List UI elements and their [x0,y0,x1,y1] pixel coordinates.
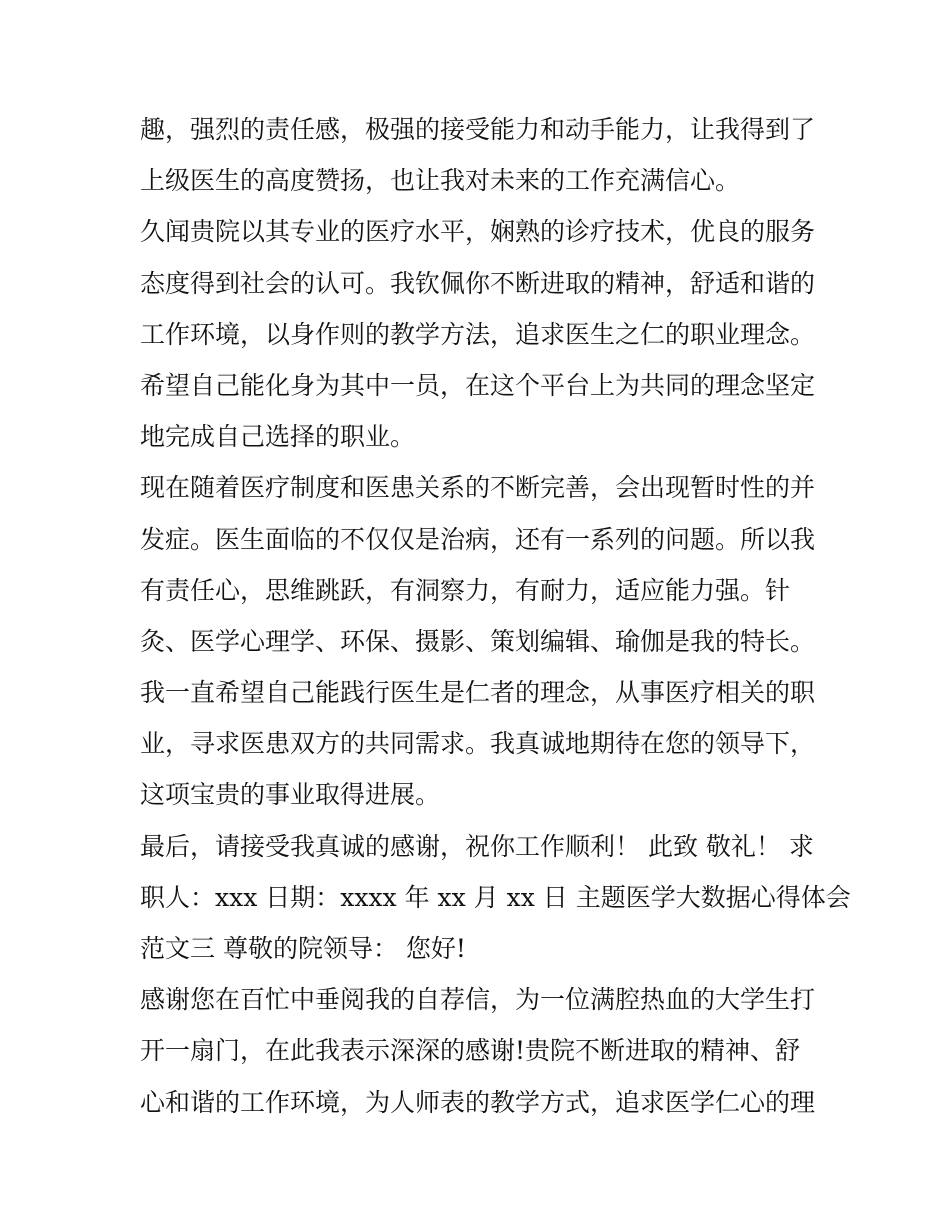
text-line: 职人：xxx 日期：xxxx 年 xx 月 xx 日 主题医学大数据心得体会 [140,882,851,912]
text-line: 灸、医学心理学、环保、摄影、策划编辑、瑜伽是我的特长。 [140,626,816,656]
text-line: 上级医生的高度赞扬，也让我对未来的工作充满信心。 [140,166,741,196]
text-line: 有责任心，思维跳跃，有洞察力，有耐力，适应能力强。针 [140,575,791,605]
text-line: 心和谐的工作环境，为人师表的教学方式，追求医学仁心的理 [140,1087,816,1117]
document-body [140,104,851,1128]
text-line: 这项宝贵的事业取得进展。 [140,780,441,810]
text-line: 工作环境，以身作则的教学方法，追求医生之仁的职业理念。 [140,319,816,349]
text-line: 久闻贵院以其专业的医疗水平，娴熟的诊疗技术，优良的服务 [140,217,816,247]
text-line: 感谢您在百忙中垂阅我的自荐信，为一位满腔热血的大学生打 [140,985,816,1015]
text-line: 我一直希望自己能践行医生是仁者的理念，从事医疗相关的职 [140,678,816,708]
text-line: 最后，请接受我真诚的感谢，祝你工作顺利！ 此致 敬礼！ 求 [140,831,814,861]
text-line: 开一扇门，在此我表示深深的感谢!贵院不断进取的精神、舒 [140,1036,801,1066]
text-line: 态度得到社会的认可。我钦佩你不断进取的精神，舒适和谐的 [140,268,816,298]
text-line: 范文三 尊敬的院领导： 您好! [140,934,466,963]
text-line: 业，寻求医患双方的共同需求。我真诚地期待在您的领导下， [140,729,816,759]
text-line: 希望自己能化身为其中一员，在这个平台上为共同的理念坚定 [140,370,816,400]
text-line: 趣，强烈的责任感，极强的接受能力和动手能力，让我得到了 [140,115,816,144]
text-line: 现在随着医疗制度和医患关系的不断完善，会出现暂时性的并 [140,473,816,503]
text-line: 发症。医生面临的不仅仅是治病，还有一系列的问题。所以我 [140,524,816,554]
text-line: 地完成自己选择的职业。 [140,422,416,452]
